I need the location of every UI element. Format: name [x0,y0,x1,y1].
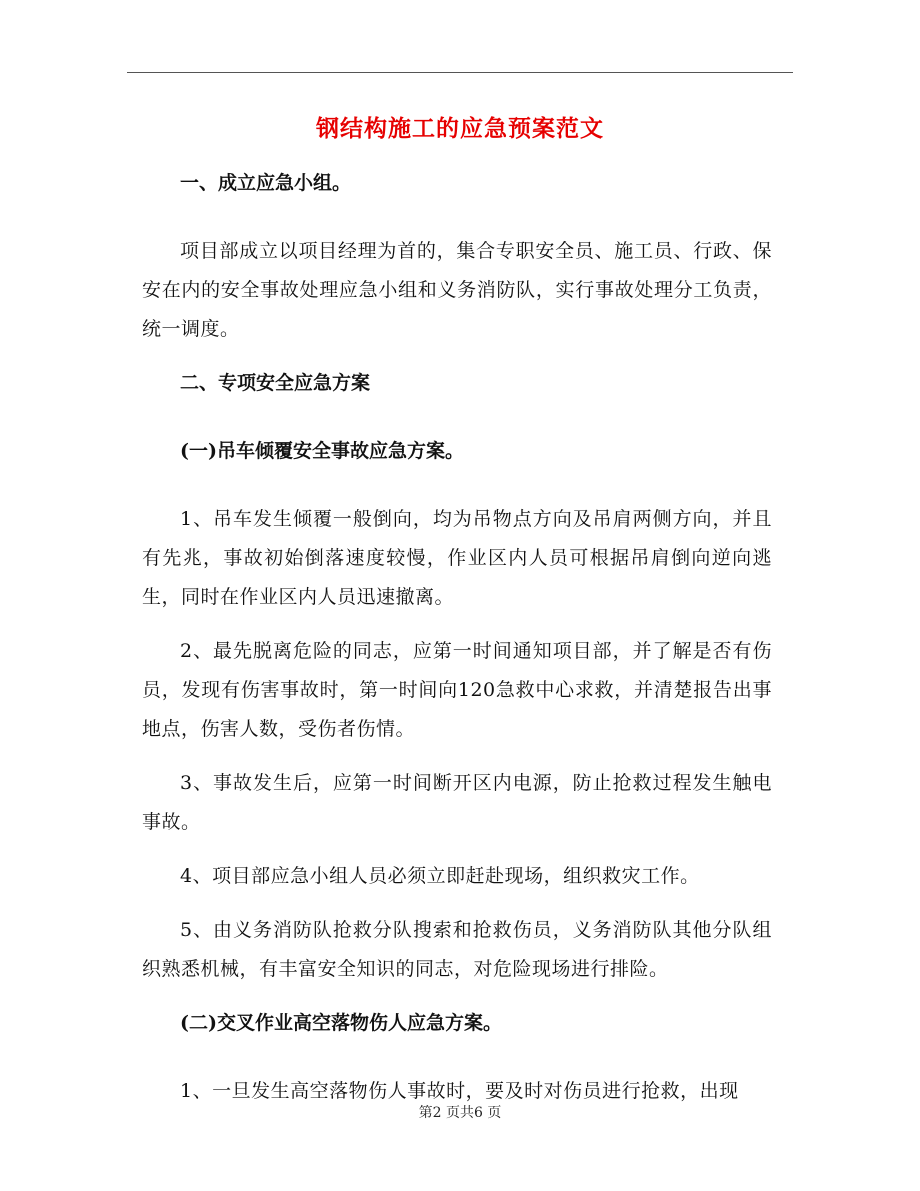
paragraph: 3、事故发生后，应第一时间断开区内电源，防止抢救过程发生触电事故。 [142,772,772,833]
subsection-heading: (二)交叉作业高空落物伤人应急方案。 [180,1012,502,1034]
section-heading: 一、成立应急小组。 [180,172,352,194]
subsection-heading: (一)吊车倾覆安全事故应急方案。 [180,440,464,462]
document-title: 钢结构施工的应急预案范文 [316,115,604,142]
section-heading: 二、专项安全应急方案 [180,372,371,394]
paragraph: 1、吊车发生倾覆一般倒向，均为吊物点方向及吊肩两侧方向，并且有先兆，事故初始倒落速度较慢，作业区内人员可根据吊肩倒向逆向逃生，同时在作业区内人员迅速撤离。 [142,508,772,608]
document-body [142,164,772,1126]
header-rule [127,72,793,73]
paragraph: 2、最先脱离危险的同志，应第一时间通知项目部，并了解是否有伤员，发现有伤害事故时，第一时间向120急救中心求救，并清楚报告出事地点，伤害人数，受伤者伤情。 [142,640,772,740]
paragraph: 1、一旦发生高空落物伤人事故时，要及时对伤员进行抢救，出现 [180,1080,739,1102]
paragraph: 项目部成立以项目经理为首的，集合专职安全员、施工员、行政、保安在内的安全事故处理应急小组和义务消防队，实行事故处理分工负责，统一调度。 [142,240,772,340]
paragraph: 5、由义务消防队抢救分队搜索和抢救伤员，义务消防队其他分队组织熟悉机械，有丰富安全知识的同志，对危险现场进行排险。 [142,919,772,980]
paragraph: 4、项目部应急小组人员必须立即赶赴现场，组织救灾工作。 [180,865,700,887]
page-number: 第2 页共6 页 [418,1105,502,1121]
